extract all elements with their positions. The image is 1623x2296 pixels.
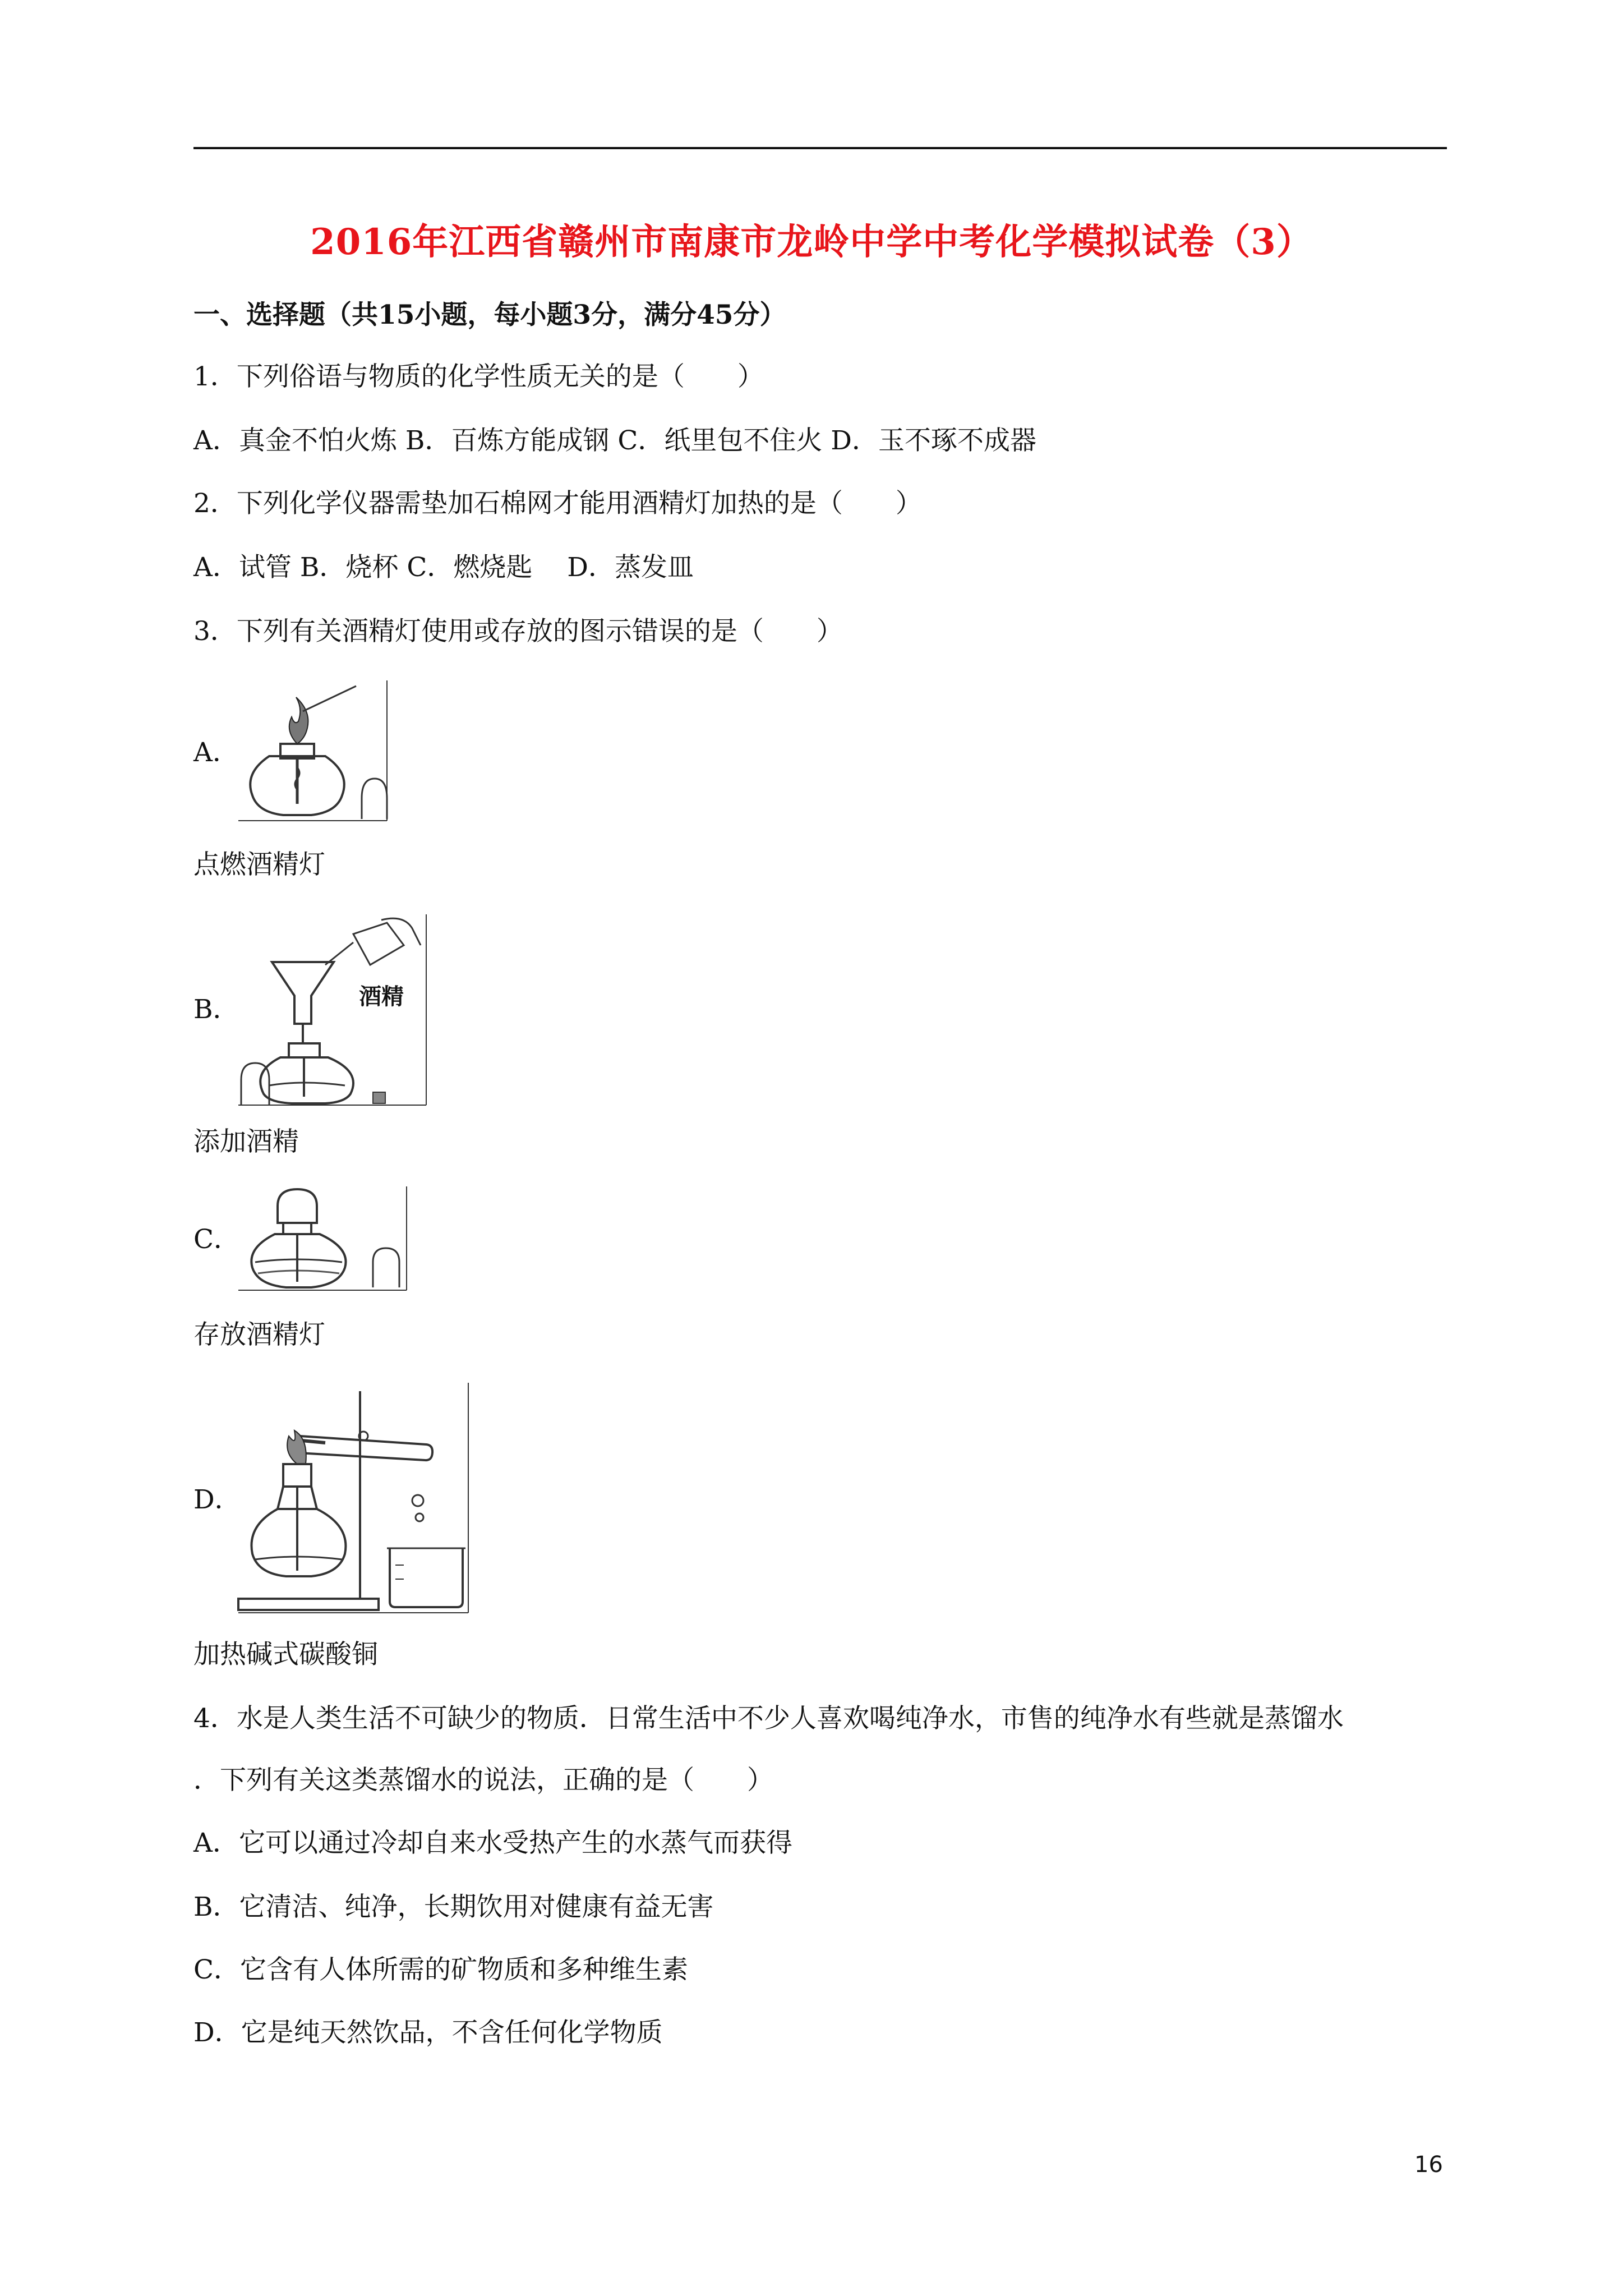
q3-option-c-label: C．	[193, 1224, 240, 1255]
q3-option-d-caption: 加热碱式碳酸铜	[193, 1639, 378, 1670]
q3-figure-b	[236, 912, 429, 1108]
q4-option-b: B．它清洁、纯净，长期饮用对健康有益无害	[193, 1892, 714, 1922]
q4-stem-line1: 4．水是人类生活不可缺少的物质．日常生活中不少人喜欢喝纯净水，市售的纯净水有些就是蒸馏水	[193, 1703, 1344, 1734]
q3-figure-b-label-text: 酒精	[359, 984, 404, 1010]
q2-stem: 2．下列化学仪器需垫加石棉网才能用酒精灯加热的是（ ）	[193, 488, 922, 519]
q3-option-c-caption: 存放酒精灯	[193, 1319, 325, 1350]
page-title: 2016年江西省赣州市南康市龙岭中学中考化学模拟试卷（3）	[310, 221, 1313, 263]
q3-option-d-label: D．	[193, 1484, 241, 1515]
q3-option-b-caption: 添加酒精	[193, 1126, 299, 1157]
q3-stem: 3．下列有关酒精灯使用或存放的图示错误的是（ ）	[193, 616, 843, 647]
q3-figure-d	[236, 1380, 471, 1616]
q3-figure-c	[236, 1184, 409, 1293]
q1-options: A．真金不怕火炼 B．百炼方能成钢 C．纸里包不住火 D．玉不琢不成器	[193, 425, 1036, 456]
q3-option-a-label: A．	[193, 737, 239, 768]
q3-option-b-label: B．	[193, 994, 239, 1025]
q4-option-c: C．它含有人体所需的矿物质和多种维生素	[193, 1954, 688, 1985]
q4-stem-line2: ．下列有关这类蒸馏水的说法，正确的是（ ）	[193, 1765, 773, 1796]
q2-options: A．试管 B．烧杯 C．燃烧匙 D．蒸发皿	[193, 552, 694, 583]
header-rule	[193, 147, 1447, 149]
page-number: 16	[1414, 2152, 1443, 2178]
q3-figure-a	[236, 678, 395, 823]
q1-stem: 1．下列俗语与物质的化学性质无关的是（ ）	[193, 361, 764, 392]
q4-option-a: A．它可以通过冷却自来水受热产生的水蒸气而获得	[193, 1828, 792, 1858]
section-heading: 一、选择题（共15小题，每小题3分，满分45分）	[193, 300, 786, 330]
q3-option-a-caption: 点燃酒精灯	[193, 849, 325, 880]
q4-option-d: D．它是纯天然饮品，不含任何化学物质	[193, 2017, 663, 2048]
